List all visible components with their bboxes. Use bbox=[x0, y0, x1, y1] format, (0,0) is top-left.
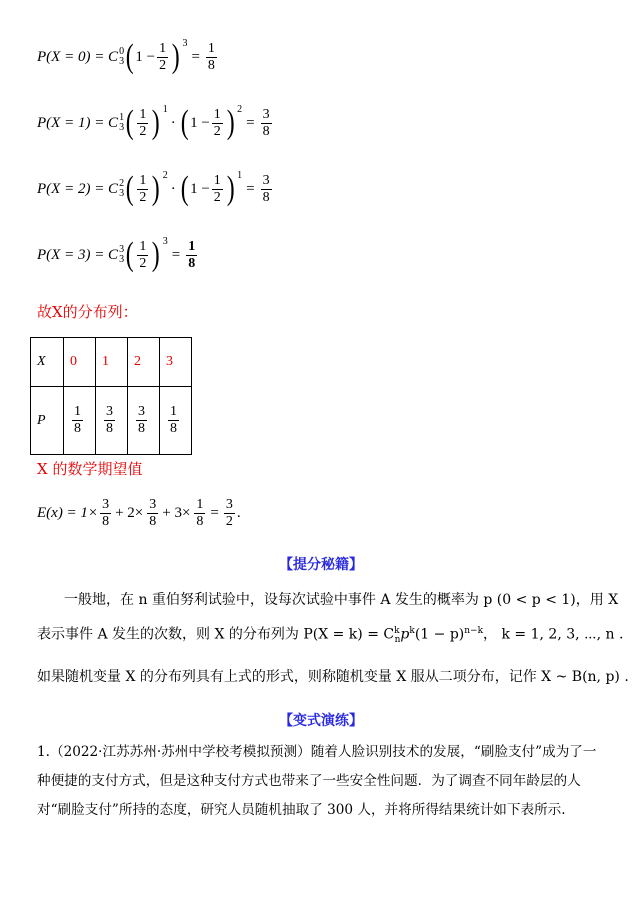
section-title-variant: 【变式演练】 bbox=[279, 713, 363, 729]
table-row-x bbox=[31, 338, 192, 387]
eq-p0-lhs: P(X = 0) = C bbox=[37, 48, 119, 65]
table-row-p bbox=[31, 387, 192, 455]
table-p-value: $\frac{3}{8}$ bbox=[128, 387, 160, 455]
expectation-caption: X 的数学期望值 bbox=[37, 460, 143, 478]
expectation-equation: E(x) = 1× $\frac{3}{8}$ + 2× $\frac{3}{8}$ + 3× $\frac{1}{8}$ = $\frac{3}{2}$ . bbox=[37, 497, 241, 529]
exercise-line-3: 对“刷脸支付”所持的态度，研究人员随机抽取了 300 人，并将所得结果统计如下表所示. bbox=[37, 802, 566, 818]
eq-p0-comb: 0 3 bbox=[119, 46, 125, 67]
equation-p1: P(X = 1) = C 1 3 ( $\frac{1}{2}$ ) 1 · ( 1 − $\frac{1}{2}$ ) 2 = $\frac{3}{8}$ bbox=[37, 103, 270, 141]
table-p-value: $\frac{1}{8}$ bbox=[64, 387, 96, 455]
table-x-value: 2 bbox=[128, 338, 160, 387]
exercise-line-2: 种便捷的支付方式，但是这种支付方式也带来了一些安全性问题．为了调查不同年龄层的人 bbox=[37, 773, 581, 789]
eq-p0-result: $\frac{1}{8}$ bbox=[207, 40, 215, 73]
table-p-value: $\frac{1}{8}$ bbox=[160, 387, 192, 455]
secret-line-3: 如果随机变量 X 的分布列具有上式的形式，则称随机变量 X 服从二项分布，记作 X ~ B(n, p) . bbox=[37, 669, 629, 685]
exercise-line-1: 1.（2022·江苏苏州·苏州中学校考模拟预测）随着人脸识别技术的发展，“刷脸支付”成为了一 bbox=[37, 744, 597, 760]
eq-p0-rparen: ) bbox=[171, 38, 180, 75]
equation-p3: P(X = 3) = C 3 3 ( $\frac{1}{2}$ ) 3 = $\frac{1}{8}$ bbox=[37, 235, 196, 273]
eq-p0-half: $\frac{1}{2}$ bbox=[159, 40, 167, 73]
eq-p0-lparen: ( bbox=[125, 38, 134, 75]
secret-line-2: 表示事件 A 发生的次数，则 X 的分布列为 $P(X = k) = C^k_np^k(1 - p)^{n-k}$， k = 1, 2, 3, ⋯, n . bbox=[37, 626, 624, 646]
equation-p0: P(X = 0) = C 0 3 ( 1 − $\frac{1}{2}$ ) 3 = $\frac{1}{8}$ bbox=[37, 37, 215, 75]
eq-p1-result: $\frac{3}{8}$ bbox=[262, 106, 270, 139]
eq-p0-inner: 1 − bbox=[135, 48, 156, 65]
table-x-value: 1 bbox=[96, 338, 128, 387]
table-p-value: $\frac{3}{8}$ bbox=[96, 387, 128, 455]
distribution-table bbox=[30, 337, 192, 455]
secret-line-1: 一般地，在 n 重伯努利试验中，设每次试验中事件 A 发生的概率为 p (0 < p < 1)，用 X bbox=[64, 592, 619, 608]
section-title-secret: 【提分秘籍】 bbox=[279, 557, 363, 573]
table-x-value: 0 bbox=[64, 338, 96, 387]
table-p-label: P bbox=[31, 387, 64, 455]
table-x-value: 3 bbox=[160, 338, 192, 387]
eq-p3-result: $\frac{1}{8}$ bbox=[188, 238, 196, 271]
table-x-label: X bbox=[31, 338, 64, 387]
eq-p0-exp: 3 bbox=[182, 37, 188, 49]
eq-p2-result: $\frac{3}{8}$ bbox=[262, 172, 270, 205]
equation-p2: P(X = 2) = C 2 3 ( $\frac{1}{2}$ ) 2 · ( 1 − $\frac{1}{2}$ ) 1 = $\frac{3}{8}$ bbox=[37, 169, 270, 207]
distribution-caption: 故X的分布列： bbox=[37, 303, 138, 321]
